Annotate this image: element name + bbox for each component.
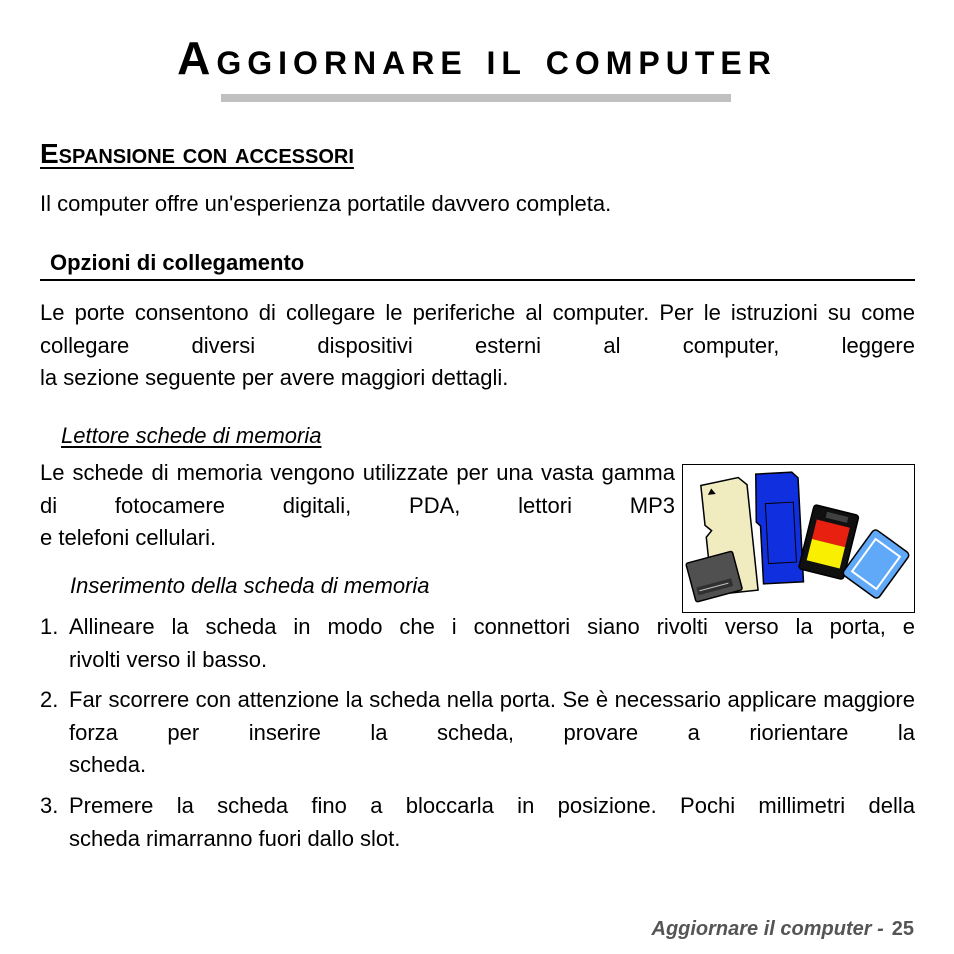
page-title: Aggiornare il computer [177,32,777,84]
card-reader-paragraph-last: e telefoni cellulari. [40,525,217,550]
title-divider [221,94,731,102]
page-footer [652,914,915,944]
step-text [69,684,915,782]
step-text-last: rivolti verso il basso. [69,646,268,672]
step-text-main: Premere la scheda fino a bloccarla in posizione. Pochi millimetri della [69,793,915,818]
step-item [40,611,915,676]
step-number: 2. [40,687,59,712]
footer-label: Aggiornare il computer - [651,918,884,940]
insert-heading: Inserimento della scheda di memoria [70,573,430,598]
card-reader-heading [61,420,321,452]
connections-heading: Opzioni di collegamento [40,245,915,281]
memory-cards-figure [682,464,915,613]
step-text [69,611,915,676]
page-number: 25 [891,918,914,940]
step-text-main: Allineare la scheda in modo che i connettori siano rivolti verso la porta, e [69,614,915,639]
step-text [69,790,915,855]
step-text-last: scheda. [69,752,147,777]
step-item [40,684,915,782]
card-reader-paragraph-main: Le schede di memoria vengono utilizzate per una vasta gamma di fotocamere digitali, PDA, lettori MP3 [40,460,675,518]
memory-cards-icon [683,465,914,612]
connections-paragraph-main: Le porte consentono di collegare le periferiche al computer. Per le istruzioni su come collegare diversi dispositivi esterni al computer, leggere [40,300,915,358]
step-number: 3. [40,793,59,818]
step-item [40,790,915,855]
connections-paragraph-last: la sezione seguente per avere maggiori dettagli. [40,365,509,390]
step-text-last: scheda rimarranno fuori dallo slot. [69,825,401,851]
card-reader-paragraph [40,457,675,555]
step-text-main: Far scorrere con attenzione la scheda nella porta. Se è necessario applicare maggiore forza per inserire la scheda, provare a riorientare la [69,687,915,745]
card-reader-heading-text: Lettore schede di memoria [61,423,322,448]
step-number: 1. [40,614,59,639]
section-title: Espansione con accessori [40,138,354,169]
intro-text: Il computer offre un'esperienza portatile davvero completa. [40,191,612,216]
connections-paragraph [40,297,915,395]
